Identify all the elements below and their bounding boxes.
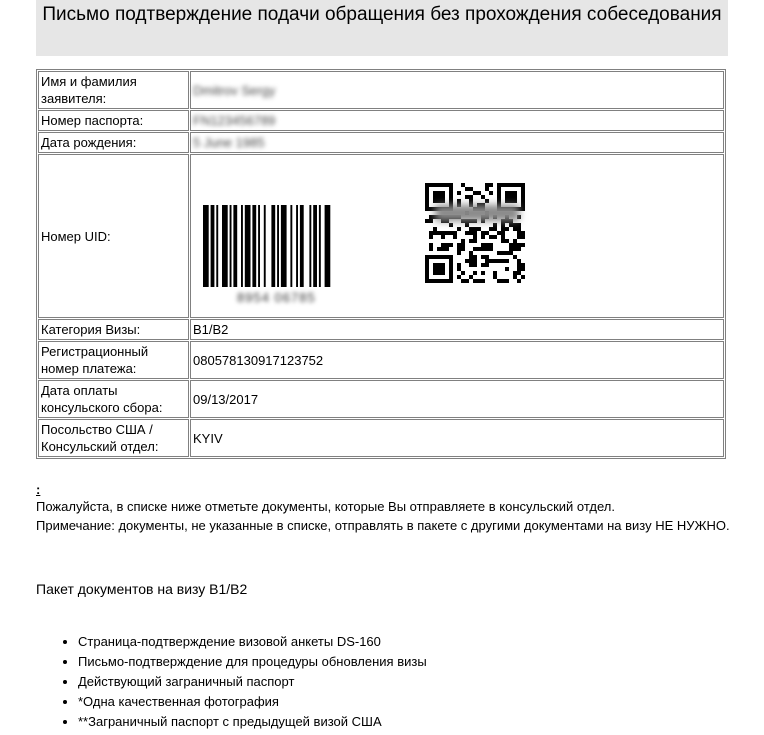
table-row [38, 132, 724, 153]
dob-value [190, 132, 724, 153]
list-item: • **Заграничный паспорт с предыдущей визой США [78, 712, 427, 732]
barcode-number: 8954 06785 [237, 290, 316, 305]
instructions [36, 483, 736, 535]
name-value-text: Dmitrov Sergy [193, 82, 276, 98]
passport-value [190, 110, 724, 131]
documents-list [40, 632, 427, 732]
passport-value-text: FN123456789 [193, 113, 276, 128]
list-item: • Страница-подтверждение визовой анкеты DS-160 [78, 632, 427, 652]
embassy-label: Посольство США / Консульский отдел: [38, 419, 189, 457]
dob-label: Дата рождения: [38, 132, 189, 153]
name-label: Имя и фамилия заявителя: [38, 71, 189, 109]
instructions-line-2: Примечание: документы, не указанные в списке, отправлять в пакете с другими документами на визу НЕ НУЖНО. [36, 518, 730, 533]
passport-label: Номер паспорта: [38, 110, 189, 131]
category-value: B1/B2 [190, 319, 724, 340]
list-item: • Действующий заграничный паспорт [78, 672, 427, 692]
instructions-line-1: Пожалуйста, в списке ниже отметьте документы, которые Вы отправляете в консульский отдел. [36, 499, 615, 514]
applicant-info-table [36, 69, 726, 459]
payment-date-label: Дата оплаты консульского сбора: [38, 380, 189, 418]
table-row [38, 110, 724, 131]
payment-date-value: 09/13/2017 [190, 380, 724, 418]
category-label: Категория Визы: [38, 319, 189, 340]
table-row [38, 419, 724, 457]
qr-redaction [435, 205, 519, 221]
embassy-value: KYIV [190, 419, 724, 457]
dob-value-text: 5 June 1985 [193, 135, 265, 150]
page-title: Письмо подтверждение подачи обращения без прохождения собеседования [36, 0, 728, 56]
table-row [38, 380, 724, 418]
qr-code-image [425, 183, 525, 283]
package-title: Пакет документов на визу B1/B2 [36, 581, 248, 597]
list-item: • Письмо-подтверждение для процедуры обновления визы [78, 652, 427, 672]
table-row [38, 71, 724, 109]
name-value [190, 71, 724, 109]
table-row [38, 154, 724, 318]
instructions-marker: : [36, 482, 41, 497]
barcode-image [203, 205, 363, 287]
list-item: • *Одна качественная фотография [78, 692, 427, 712]
table-row [38, 319, 724, 340]
table-row [38, 341, 724, 379]
uid-codes [190, 154, 724, 318]
reg-number-value: 080578130917123752 [190, 341, 724, 379]
uid-label: Номер UID: [38, 154, 189, 318]
reg-number-label: Регистрационный номер платежа: [38, 341, 189, 379]
